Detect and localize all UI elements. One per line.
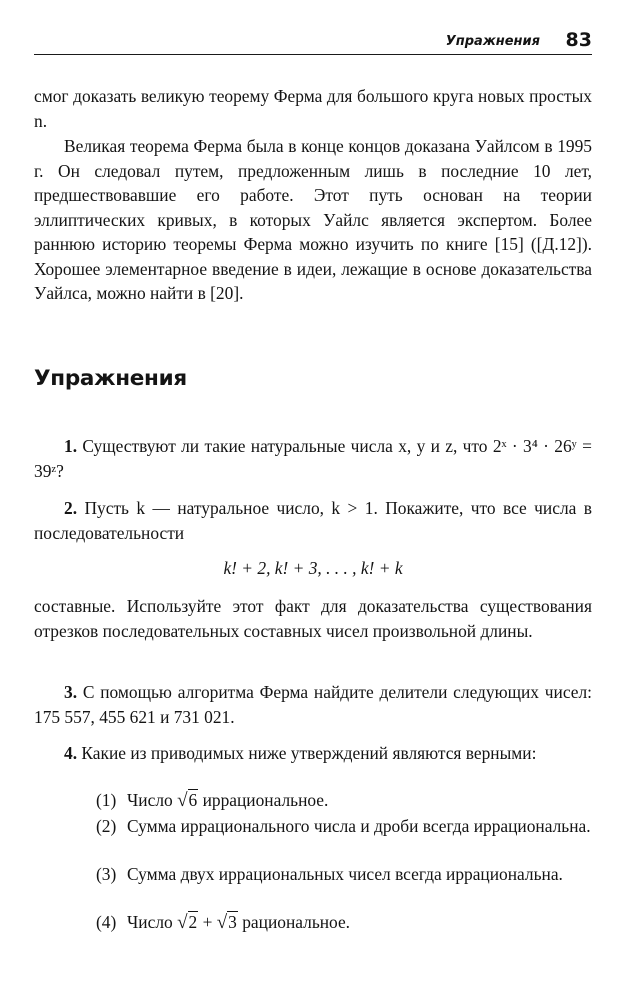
statement-2 xyxy=(96,814,592,839)
exercise-3 xyxy=(34,680,592,729)
exercise-text: Существуют ли такие натуральные числа x, y и z, что 2ˣ · 3⁴ · 26ʸ = 39ᶻ? xyxy=(34,436,592,481)
exercise-number: 3. xyxy=(64,682,78,702)
radicand: 3 xyxy=(228,912,237,932)
radical-sign: √ xyxy=(177,790,188,811)
statement-marker: (2) xyxy=(96,816,117,836)
radicand: 6 xyxy=(188,790,198,810)
exercise-4 xyxy=(34,741,592,766)
exercise-text: Пусть k — натуральное число, k > 1. Покажите, что все числа в последовательности xyxy=(34,498,592,543)
paragraph-2: Великая теорема Ферма была в конце концов доказана Уайлсом в 1995 г. Он следовал путем, предложенным лишь в последние 10 лет, предшествовавшие его работе. Этот путь основан на теории эллиптических кривых, в которых Уайлс является экспертом. Более раннюю историю теоремы Ферма можно изучить по книге [15] ([Д.12]). Хорошее элементарное введение в идеи, лежащие в основе доказательства Уайлса, можно найти в [20]. xyxy=(34,136,592,303)
exercise-text: составные. Используйте этот факт для доказательства существования отрезков последовательных составных чисел произвольной длины. xyxy=(34,596,592,641)
sqrt-expression xyxy=(177,912,198,932)
paragraph-wiles xyxy=(34,134,592,306)
exercise-number: 2. xyxy=(64,498,78,518)
radical-sign: √ xyxy=(216,912,228,933)
running-header-title: Упражнения xyxy=(445,34,540,49)
statement-pre: Число xyxy=(127,790,173,810)
statement-3 xyxy=(96,862,592,887)
sqrt-expression xyxy=(177,790,198,810)
exercise-1 xyxy=(34,434,592,483)
paragraph-1: смог доказать великую теорему Ферма для большого круга новых простых n. xyxy=(34,86,592,131)
statement-post: иррациональное. xyxy=(202,790,329,810)
display-formula: k! + 2, k! + 3, . . . , k! + k xyxy=(223,558,403,578)
plus-sign: + xyxy=(202,912,213,932)
exercise-2-continued xyxy=(34,594,592,643)
exercise-text: С помощью алгоритма Ферма найдите делители следующих чисел: 175 557, 455 621 и 731 021. xyxy=(34,682,592,727)
section-heading: Упражнения xyxy=(34,366,187,391)
radicand: 2 xyxy=(188,912,198,932)
statement-marker: (3) xyxy=(96,864,117,884)
exercise-text: Какие из приводимых ниже утверждений являются верными: xyxy=(81,743,537,763)
radical-sign: √ xyxy=(177,912,188,933)
exercise-2 xyxy=(34,496,592,545)
statement-text: Сумма иррационального числа и дроби всегда иррациональна. xyxy=(127,816,591,836)
statement-1 xyxy=(96,788,592,814)
paragraph-continued xyxy=(34,84,592,133)
statement-text: Сумма двух иррациональных чисел всегда иррациональна. xyxy=(127,864,563,884)
exercise-number: 4. xyxy=(64,743,78,763)
statement-marker: (4) xyxy=(96,912,117,932)
sqrt-expression xyxy=(217,912,238,932)
exercise-number: 1. xyxy=(64,436,78,456)
statement-marker: (1) xyxy=(96,790,117,810)
statement-post: рациональное. xyxy=(242,912,351,932)
page-number: 83 xyxy=(565,29,592,51)
statement-4 xyxy=(96,910,592,936)
statement-pre: Число xyxy=(127,912,173,932)
running-header xyxy=(34,28,592,55)
